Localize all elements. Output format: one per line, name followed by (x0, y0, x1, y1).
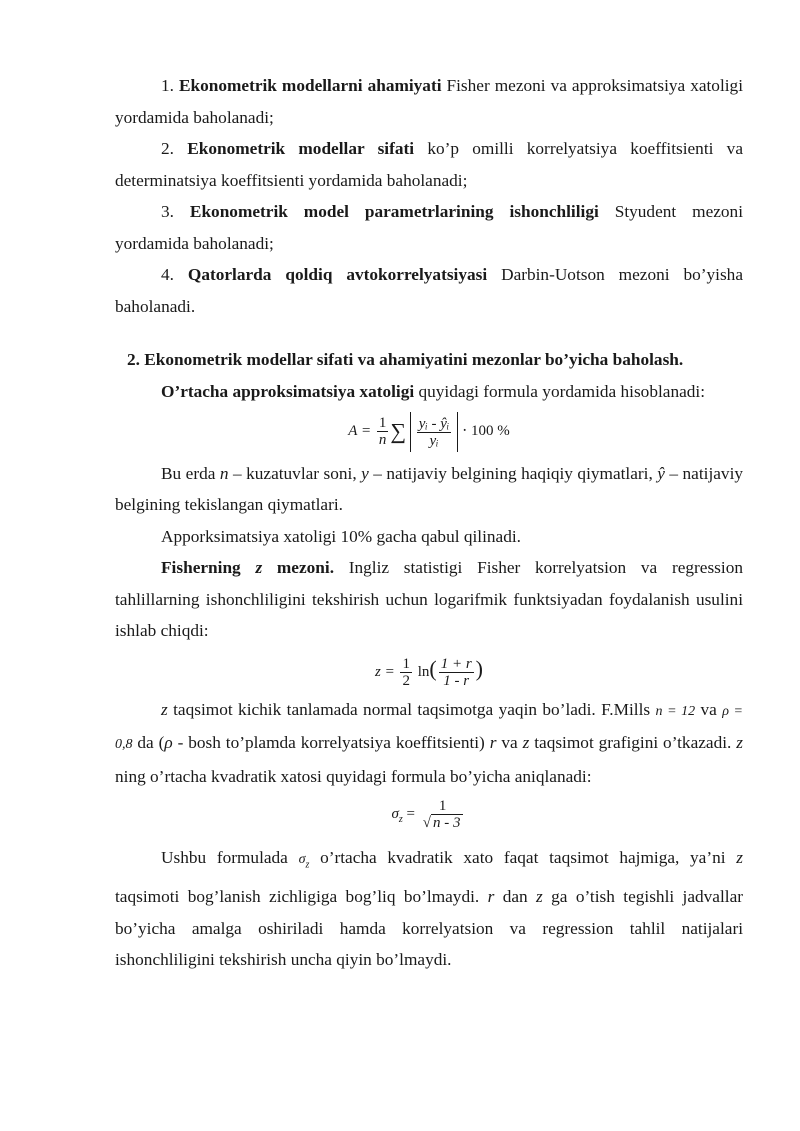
formula-approximation: A = $\frac{1}{n}$ ∑ $\frac{\text{yᵢ - ŷᵢ}}{\text{yᵢ}}$ ⋅ 100 % (115, 411, 743, 452)
where-paragraph: Bu erda n – kuzatuvlar soni, y – natijaviy belgining haqiqiy qiymatlari, ŷ – natijaviy belgining tekislangan qiymatlari. (115, 463, 744, 515)
list-text: ko’p omilli korrelyatsiya koeffitsienti va determinatsiya koeffitsienti yordamida baholanadi; (115, 139, 743, 190)
list-term: Qatorlarda qoldiq avtokorrelyatsiyasi (187, 265, 488, 284)
accept-paragraph: Apporksimatsiya xatoligi 10% gacha qabul qilinadi. (161, 526, 521, 546)
list-number: 1. (161, 76, 174, 95)
list-term: Ekonometrik model parametrlarining ishonchliligi (189, 202, 599, 221)
section-heading: 2. Ekonometrik modellar sifati va ahamiyatini mezonlar bo’yicha baholash. (127, 350, 684, 369)
list-number: 2. (161, 139, 174, 158)
list-item-3 (115, 196, 743, 259)
approx-paragraph (115, 376, 743, 408)
formula-fisher-z: z = $\frac{1}{2}$ ln( $\frac{1 + r}{1 - r}$ ) (374, 655, 483, 689)
list-number: 3. (161, 202, 174, 221)
list-text: Fisher mezoni va approksimatsiya xatoligi yordamida baholanadi; (115, 76, 743, 127)
list-item-1 (115, 70, 743, 133)
list-number: 4. (161, 265, 174, 284)
fisher-paragraph: Fisherning z mezoni. Ingliz statistigi Fisher korrelyatsion va regression tahlillarning ishonchliligini tekshirish uchun logarifmik funktsiyadan foydalanish usulini ishlab chiqdi: (115, 558, 743, 641)
final-paragraph: Ushbu formulada $\sigma_z$ o’rtacha kvadratik xato faqat taqsimot hajmiga, ya’ni z taqsimoti bog’lanish zichligiga bog’liq bo’lmaydi. r dan z ga o’tish tegishli jadvallar bo’yicha amalga oshiriladi hamda korrelyatsion va regression tahlil natijalari ishonchliligini tekshirish uncha qiyin bo’lmaydi. (115, 848, 743, 970)
list-term: Ekonometrik modellarni ahamiyati (178, 76, 442, 95)
document-page (115, 70, 743, 976)
approx-term: O’rtacha approksimatsiya xatoligi (161, 381, 415, 401)
list-text: Styudent mezoni yordamida baholanadi; (115, 202, 743, 253)
list-item-2 (115, 133, 743, 196)
list-text: Darbin-Uotson mezoni bo’yisha baholanadi. (115, 265, 743, 316)
list-item-4 (115, 259, 743, 322)
list-term: Ekonometrik modellar sifati (187, 139, 415, 158)
sum-symbol: ∑ (390, 418, 406, 444)
approx-text: quyidagi formula yordamida hisoblanadi: (414, 381, 705, 401)
z-paragraph: z taqsimot kichik tanlamada normal taqsimotga yaqin bo’ladi. F.Mills n = 12 va ρ = 0,8 da (ρ - bosh to’plamda korrelyatsiya koeffitsienti) r va z taqsimot grafigini o’tkazadi. z ning o’rtacha kvadratik xatosi quyidagi formula bo’yicha aniqlanadi: (115, 699, 743, 786)
formula-sigma-z: $\sigma_z$ = $\frac{1}{√ n - 3}$ (391, 798, 461, 832)
